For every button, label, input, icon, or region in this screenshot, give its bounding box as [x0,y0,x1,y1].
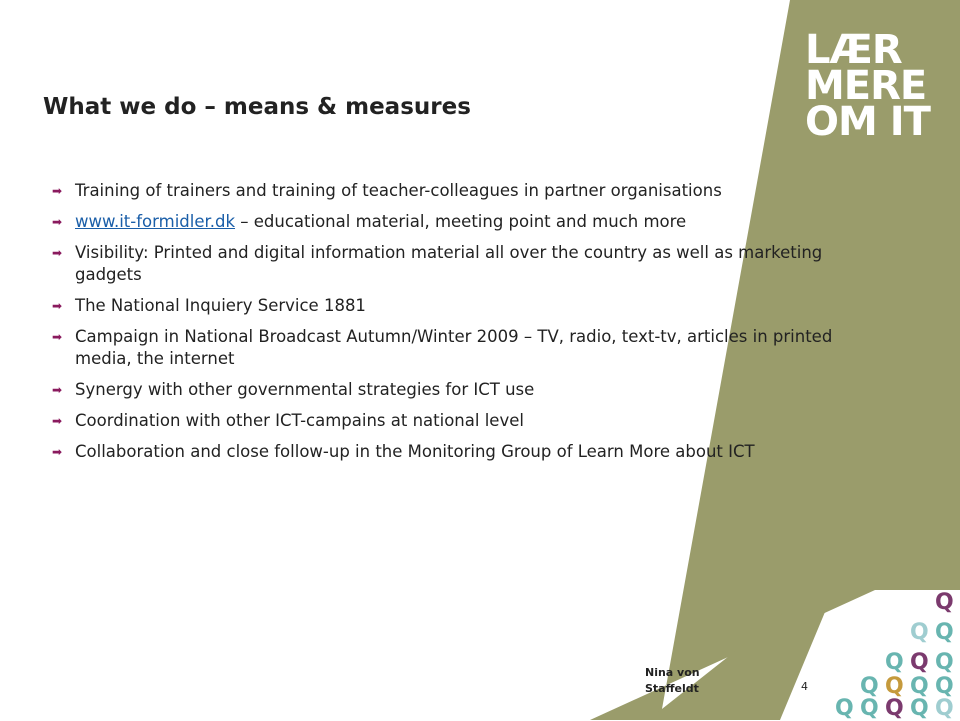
q-glyph-icon: Q [935,696,954,721]
laer-mere-om-it-logo [805,27,935,145]
q-glyph-icon: Q [935,620,954,645]
q-glyph-icon: Q [935,650,954,675]
q-glyph-icon: Q [860,696,879,721]
website-link[interactable]: www.it-formidler.dk [75,212,236,231]
bullet-arrow-icon: ➡ [52,383,63,397]
page-number: 4 [801,680,808,693]
q-glyph-icon: Q [910,650,929,675]
bullet-text: The National Inquiery Service 1881 [75,296,366,315]
bullet-item [52,379,842,401]
slide-title: What we do – means & measures [43,94,471,120]
bullet-list [52,180,842,472]
q-glyph-icon: Q [860,674,879,699]
bullet-arrow-icon: ➡ [52,299,63,313]
bullet-text: – educational material, meeting point and much more [235,212,687,231]
bullet-item [52,441,842,463]
logo-line-2: MERE [805,63,927,109]
presenter-name [645,665,725,697]
bullet-arrow-icon: ➡ [52,246,63,260]
bullet-text: Collaboration and close follow-up in the Monitoring Group of Learn More about ICT [75,442,755,461]
bullet-text: Synergy with other governmental strategies for ICT use [75,380,535,399]
bullet-text: Coordination with other ICT-campains at national level [75,411,524,430]
q-glyph-icon: Q [835,696,854,721]
presenter-name-line-2: Staffeldt [645,682,699,695]
bullet-arrow-icon: ➡ [52,414,63,428]
bullet-item [52,180,842,202]
bullet-arrow-icon: ➡ [52,184,63,198]
bullet-item [52,326,842,370]
q-glyph-icon: Q [910,620,929,645]
bullet-arrow-icon: ➡ [52,330,63,344]
bullet-item [52,410,842,432]
bullet-item [52,211,842,233]
logo-line-1: LÆR [805,27,902,73]
bullet-item [52,242,842,286]
bullet-text: Training of trainers and training of teacher-colleagues in partner organisations [75,181,722,200]
q-glyph-icon: Q [885,650,904,675]
q-glyph-icon: Q [885,674,904,699]
presenter-name-line-1: Nina von [645,666,700,679]
q-glyph-icon: Q [910,674,929,699]
q-glyph-icon: Q [935,674,954,699]
bullet-arrow-icon: ➡ [52,445,63,459]
q-glyph-icon: Q [935,590,954,615]
logo-line-3: OM IT [805,99,930,145]
q-glyph-icon: Q [910,696,929,721]
bullet-text: Campaign in National Broadcast Autumn/Winter 2009 – TV, radio, text-tv, articles in printed media, the internet [75,327,833,368]
q-glyph-icon: Q [885,696,904,721]
bullet-arrow-icon: ➡ [52,215,63,229]
bullet-item [52,295,842,317]
bullet-text: Visibility: Printed and digital information material all over the country as well as marketing gadgets [75,243,823,284]
